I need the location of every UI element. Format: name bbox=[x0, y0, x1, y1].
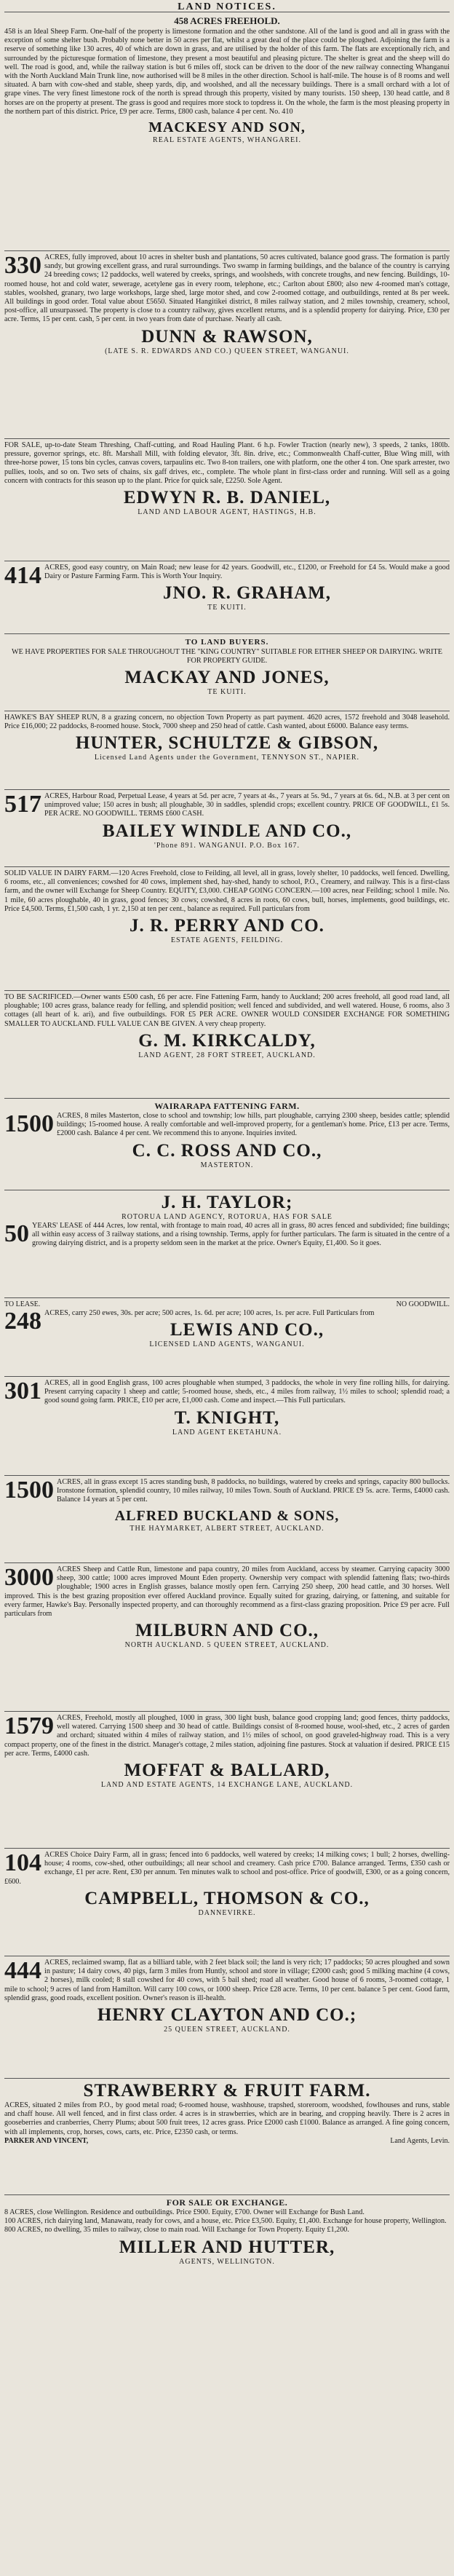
ad-heading-row bbox=[4, 1300, 450, 1309]
ad-agent-sub: NORTH AUCKLAND. 5 QUEEN STREET, AUCKLAND. bbox=[124, 1641, 330, 1650]
ad-list-item: 800 ACRES, no dwelling, 35 miles to railway, close to main road. Will Exchange for Town Property. Equity £1,200. bbox=[4, 2226, 349, 2235]
ad-listing bbox=[4, 789, 450, 866]
ad-agent: LEWIS AND CO., bbox=[170, 1320, 324, 1340]
ad-agent: MILBURN AND CO., bbox=[135, 1621, 319, 1641]
ad-agent: MACKAY AND JONES, bbox=[124, 668, 330, 688]
ad-listing bbox=[4, 633, 450, 711]
ad-agent-sub: LAND AND LABOUR AGENT, HASTINGS, H.B. bbox=[138, 508, 316, 517]
ad-listing bbox=[4, 1711, 450, 1848]
ad-listing bbox=[4, 1956, 450, 2078]
ad-agent: PARKER AND VINCENT, bbox=[4, 2136, 89, 2145]
ad-agent: HUNTER, SCHULTZE & GIBSON, bbox=[75, 733, 379, 754]
ad-listing bbox=[4, 250, 450, 438]
ad-agent: T. KNIGHT, bbox=[174, 1407, 280, 1428]
ad-listing bbox=[4, 1562, 450, 1711]
ad-agent-sub: TE KUITI. bbox=[207, 688, 247, 697]
ad-body: WE HAVE PROPERTIES FOR SALE THROUGHOUT THE "KING COUNTRY" SUITABLE FOR EITHER SHEEP OR DAIRYING. WRITE FOR PROPERTY GUIDE. bbox=[12, 648, 442, 665]
ad-listing bbox=[4, 990, 450, 1098]
ad-agent: JNO. R. GRAHAM, bbox=[163, 583, 331, 604]
ad-body: ACRES, Freehold, mostly all ploughed, 1000 in grass, 300 light bush, balance good cropping land; good fences, thirty paddocks, well watered. Carrying 1500 sheep and 30 head of cattle. Buildings consist of 8-roomed house, wool-shed, etc., 2 acres of garden and orchard; situated within 4 miles of railway station, and 1½ miles of school, on good graveled-highway road. This is a very compact property, one of the finest in the district. Manager's cottage, 2 miles station, adjoining fine pastures. Stock at valuation if desired. PRICE £15 per acre. Terms, £4000 cash. bbox=[4, 1714, 450, 1758]
ad-listing bbox=[4, 12, 450, 250]
ad-listing bbox=[4, 2078, 450, 2194]
ad-acreage: 517 bbox=[4, 791, 41, 818]
ad-listing bbox=[4, 1848, 450, 1956]
ad-listing bbox=[4, 711, 450, 789]
ad-agent-sub: REAL ESTATE AGENTS, WHANGAREI. bbox=[153, 136, 301, 145]
ad-body: ACRES, situated 2 miles from P.O., by good metal road; 6-roomed house, washhouse, trapshed, storeroom, woodshed, fowlhouses and runs, stable and chaff house. All well fenced, and in first class order. 4 acres is in strawberries, which are in bearing, and cropping heavily. There is 2 acres in gooseberries and cranberries, Cherry Plums; about 500 fruit trees, 12 acres grass. Price £2000 cash £1000. Balance as arranged. A fine going concern, with all implements, crop, horses, cows, carts, etc. Price, £2350 cash, or terms. bbox=[4, 2101, 450, 2136]
ad-agent-sub: Land Agents, Levin. bbox=[390, 2136, 450, 2145]
ad-listing bbox=[4, 1376, 450, 1475]
ad-agent-sub: DANNEVIRKE. bbox=[198, 1908, 256, 1917]
ad-acreage: 330 bbox=[4, 252, 41, 279]
ad-listing bbox=[4, 561, 450, 633]
ad-listing bbox=[4, 1190, 450, 1297]
ad-agent-sub: TE KUITI. bbox=[207, 604, 247, 612]
ad-acreage: 248 bbox=[4, 1308, 41, 1335]
ad-list-item: 8 ACRES, close Wellington. Residence and outbuildings. Price £900. Equity, £700. Owner will Exchange for Bush Land. bbox=[4, 2208, 365, 2216]
ad-agent: HENRY CLAYTON AND CO.; bbox=[97, 2005, 357, 2026]
ad-heading: TO LEASE. bbox=[4, 1300, 41, 1308]
ad-agent: MOFFAT & BALLARD, bbox=[124, 1761, 330, 1781]
ad-acreage: 50 bbox=[4, 1220, 29, 1247]
ad-body: YEARS' LEASE of 444 Acres, low rental, with frontage to main road, 40 acres all in grass, 80 acres fenced and subdivided; fine buildings; all within easy access of 3 railway stations, and a rising township. Terms, apply for further particulars. The farm is situated in the centre of a growing dairying district, and is a property seldom seen in the market at the price. Owner's Equity, £1,400. So it goes. bbox=[32, 1222, 450, 1248]
ad-body: ACRES, all in grass except 15 acres standing bush, 8 paddocks, no buildings, watered by creeks and springs, capacity 800 bullocks. Ironstone formation, splendid country, 10 miles railway, 10 miles Town. South of Auckland. PRICE £9 5s. acre. Terms, £4000 cash. Balance 14 years at 5 per cent. bbox=[57, 1478, 450, 1504]
ad-agent: MILLER AND HUTTER, bbox=[119, 2237, 335, 2257]
ad-body: ACRES, 8 miles Masterton, close to school and township; low hills, part ploughable, carrying 2300 sheep, besides cattle; splendid buildings; 15-roomed house. A really comfortable and well-improved property, for a gentleman's home. Price, £13 per acre. Terms, £2000 cash. Balance 4 per cent. We recommend this to anyone. Inquiries invited. bbox=[57, 1112, 450, 1138]
ad-heading: 458 ACRES FREEHOLD. bbox=[174, 15, 280, 26]
ad-agent: BAILEY WINDLE AND CO., bbox=[102, 821, 352, 841]
ad-agent: DUNN & RAWSON, bbox=[141, 326, 313, 347]
ad-agent: J. H. TAYLOR; bbox=[161, 1193, 293, 1212]
ad-body: ACRES Sheep and Cattle Run, limestone and papa country, 20 miles from Auckland, access by steamer. Carrying capacity 3000 sheep, 300 cattle; 1000 acres improved Mount Eden property. Ownership very compact with splendid fattening flats; two-thirds ploughable; 1900 acres in English grasses, balance mostly open fern. Carrying 250 sheep, 200 head cattle, and 30 horses. Well improved. This is the best grazing proposition ever offered Auckland province. Equally suited for grazing, dairying, or fattening, and suitable for every farmer, Hawke's Bay. Personally inspected property, and can thoroughly recommend as a first-class grazing proposition. Price £9 per acre. Full particulars from bbox=[4, 1565, 450, 1619]
ad-listing bbox=[4, 2194, 450, 2298]
ad-listing bbox=[4, 438, 450, 561]
section-title: LAND NOTICES. bbox=[178, 1, 276, 12]
ad-agent-sub: ESTATE AGENTS, FEILDING. bbox=[170, 936, 284, 945]
ad-agent-sub: LICENSED LAND AGENTS, WANGANUI. bbox=[149, 1340, 305, 1349]
ad-body: ACRES, fully improved, about 10 acres in shelter bush and plantations, 50 acres cultivated, balance good grass. The formation is partly sandy, but growing excellent grass, and rural surroundings. Two swamp in farming buildings, and the balance of the country is carrying 24 breeding cows; 12 paddocks, well watered by creeks, springs, and woolsheds, with concrete troughs, and new fencing. Buildings, 10-roomed house, hot and cold water, sewerage, acetylene gas in every room, telephone, etc.; Carlton about £800; also new 4-roomed man's cottage, stables, woolshed, granary, two large workshops, large shed, large motor shed, and cow 2-roomed cottage, and outbuildings, rented at 8s per week. All buildings in good order. Total value about £5650. Situated Hangitikei district, 8 miles railway station, and 2 miles township, creamery, school, post-office, all unsurpassed. The property is close to a country railway, gives excellent returns, and is a splendid property for dairying. Price, £30 per acre. Terms, 15 per cent. cash, 5 per cent. in two years from date of purchase. Nearly all cash. bbox=[4, 253, 450, 324]
ad-heading: WAIRARAPA FATTENING FARM. bbox=[154, 1101, 300, 1111]
ad-agent-sub: 'Phone 891. WANGANUI. P.O. Box 167. bbox=[154, 841, 300, 850]
ad-agent-sub: THE HAYMARKET, ALBERT STREET, AUCKLAND. bbox=[130, 1524, 324, 1533]
ad-agent: G. M. KIRKCALDY, bbox=[138, 1030, 316, 1051]
ad-agent-sub: LAND AGENT EKETAHUNA. bbox=[172, 1428, 282, 1437]
ad-agent: EDWYN R. B. DANIEL, bbox=[123, 488, 331, 508]
ad-title: STRAWBERRY & FRUIT FARM. bbox=[83, 2081, 371, 2101]
ad-heading: TO LAND BUYERS. bbox=[185, 638, 269, 647]
ad-list-item: 100 ACRES, rich dairying land, Manawatu, ready for cows, and a house, etc. Price £3,500. Equity, £1,400. Exchange for house property, Wellington. bbox=[4, 2217, 447, 2226]
ad-agent-row bbox=[4, 2137, 450, 2146]
ad-agent-sub: ROTORUA LAND AGENCY, ROTORUA, HAS FOR SALE bbox=[122, 1213, 332, 1221]
ad-agent-sub: (LATE S. R. EDWARDS AND CO.) QUEEN STREET, WANGANUI. bbox=[105, 347, 349, 355]
ad-acreage: 1500 bbox=[4, 1110, 54, 1137]
ad-acreage: 104 bbox=[4, 1849, 41, 1876]
ad-acreage: 1500 bbox=[4, 1477, 54, 1504]
ad-agent-sub: LAND AGENT, 28 FORT STREET, AUCKLAND. bbox=[138, 1051, 316, 1059]
ad-body: HAWKE'S BAY SHEEP RUN, 8 a grazing concern, no objection Town Property as part payment. 4620 acres, 1572 freehold and 3048 leasehold. Price £16,000; 22 paddocks, 8-roomed house. Stock, 7000 sheep and 250 head of cattle. Cash wanted, about £6000. Balance easy terms. bbox=[4, 714, 450, 731]
ad-listing bbox=[4, 1297, 450, 1376]
ad-body: ACRES, good easy country, on Main Road; new lease for 42 years. Goodwill, etc., £1200, or Freehold for £4 5s. Would make a good Dairy or Pasture Farming Farm. This is Worth Your Inquiry. bbox=[44, 564, 450, 581]
ad-body: TO BE SACRIFICED.—Owner wants £500 cash, £6 per acre. Fine Fattening Farm, handy to Auckland; 200 acres freehold, all good road land, all ploughable; 100 acres grass, balance ready for felling, and splendid position; well fenced and subdivided, and well watered. House, 6 rooms, also 3 cottages (all heart of k. ari), and five outbuildings. FOR £5 PER ACRE. OWNER WOULD CONSIDER EXCHANGE FOR SOMETHING SMALLER TO AUCKLAND. FULL VALUE CAN BE GIVEN. A very cheap property. bbox=[4, 993, 450, 1028]
ad-agent: J. R. PERRY AND CO. bbox=[130, 916, 324, 936]
ad-heading-right: NO GOODWILL. bbox=[396, 1300, 450, 1308]
ad-listing bbox=[4, 866, 450, 990]
ad-body: 458 is an Ideal Sheep Farm. One-half of the property is limestone formation and the other sandstone. All of the land is good and all in grass with the exception of some shelter bush. Probably none better in 50 acres per flat, whilst a great deal of the place could be ploughed. Adjoining the farm is a reserve of something like 130 acres, 40 of which are down in grass, and are utilised by the holder of this farm. The flats are exceptionally rich, and surrounded by the picturesque formation of limestone, they present a most beautiful and pleasing picture. The shelter is great and the sheep will do well. The road is good, and, while the railway station is but 6 miles off, stock can be driven to the door of the new railway connecting Whanganui with the North Auckland Main Trunk line, now authorised will be 8 miles in the other direction. School is half-mile. The house is of 8 rooms and well situated. A barn with cow-shed and stable, sheep yards, dip, and woolshed, and all the necessary buildings. There is a small orchard with a lot of grape vines. The very finest limestone rock of the north is spread through this property, visited by many tourists. 150 sheep, 130 head cattle, and 8 horses are on the property at present. The grass is good and requires more stock to topdress it. On the whole, the farm is the most pleasing property in the northern part of this district. Price, £9 per acre. Terms, £800 cash, balance 4 per cent. No. 410 bbox=[4, 28, 450, 116]
ad-body: ACRES, carry 250 ewes, 30s. per acre; 500 acres, 1s. 6d. per acre; 100 acres, 1s. per acre. Full Particulars from bbox=[44, 1309, 375, 1317]
ad-acreage: 414 bbox=[4, 562, 41, 589]
ad-acreage: 1579 bbox=[4, 1712, 54, 1739]
ad-listing bbox=[4, 1098, 450, 1190]
ad-agent-sub: Licensed Land Agents under the Government, TENNYSON ST., NAPIER. bbox=[94, 754, 360, 762]
ad-heading: FOR SALE OR EXCHANGE. bbox=[166, 2197, 288, 2208]
ad-acreage: 3000 bbox=[4, 1564, 54, 1591]
ad-body: ACRES, all in good English grass, 100 acres ploughable when stumped, 3 paddocks, the whole in very fine rolling hills, for dairying. Present carrying capacity 1 sheep and cattle; 5-roomed house, sheds, etc., 4 miles from railway, 1½ miles to school; splendid road; a good sound going farm. PRICE, £10 per acre, £1,000 cash. Come and inspect.—This Full particulars. bbox=[44, 1379, 450, 1405]
ad-body: SOLID VALUE IN DAIRY FARM.—120 Acres Freehold, close to Feilding, all level, all in grass, lovely shelter, 10 paddocks, well fenced. Dwelling, 6 rooms, etc., all conveniences; cowshed for 40 cows, implement shed, hay-shed, handy to school, P.O., Creamery, and railway. This is a first-class farm, and the owner will Exchange for Sheep Country. EQUITY, £3,000. CHEAP GOING CONCERN.—100 acres, near Feilding; school 1 mile. No. 1 mile, 60 acres ploughable, 40 in grass, good fences; 30 cows; cowshed, 8 acres in roots, 60 cows, bull, horses, implements, good buildings, etc. Price £4,500. Terms, £1,500 cash, 1 yr. 2,150 at ten per cent., balance as required. Full particulars from bbox=[4, 869, 450, 913]
ad-agent: CAMPBELL, THOMSON & CO., bbox=[84, 1888, 370, 1908]
ad-agent-sub: AGENTS, WELLINGTON. bbox=[179, 2257, 275, 2266]
ad-agent-sub: LAND AND ESTATE AGENTS, 14 EXCHANGE LANE, AUCKLAND. bbox=[100, 1781, 354, 1790]
ad-listing bbox=[4, 1475, 450, 1562]
ad-agent: ALFRED BUCKLAND & SONS, bbox=[114, 1507, 340, 1524]
ad-agent-sub: 25 QUEEN STREET, AUCKLAND. bbox=[164, 2026, 290, 2034]
ad-body: ACRES, Harbour Road, Perpetual Lease, 4 years at 5d. per acre, 7 years at 4s., 7 years at 5s. 9d., 7 years at 6s. 6d., N.B. at 3 per cent on unimproved value; 150 acres in bush; all ploughable, 30 in saddles, splendid crops; excellent country. PRICE OF GOODWILL, £1 5s. PER ACRE. NO GOODWILL. TERMS £600 CASH. bbox=[44, 792, 450, 818]
ad-body: ACRES, reclaimed swamp, flat as a billiard table, with 2 feet black soil; the land is very rich; 17 paddocks; 50 acres ploughed and sown in pasture; 14 dairy cows, 40 pigs, farm 3 miles from Huntly, school and store in village; £2000 cash; good 5 milking machine (4 cows, 2 horses), milk cooled; 8 stall cowshed for 40 cows, with 5 bail shed; road all weather. Good house of 6 rooms, 3-roomed cottage, 1 mile to school; 9 acres of land from Hamilton. Will carry 100 cows, or 1000 sheep. Price £28 acre. Terms, 10 per cent. balance 5 per cent. Good farm, splendid grass, good roads, excellent position. Owner's reason is ill-health. bbox=[4, 1959, 450, 2002]
ad-acreage: 301 bbox=[4, 1378, 41, 1404]
ad-acreage: 444 bbox=[4, 1957, 41, 1984]
ad-agent: MACKESY AND SON, bbox=[148, 119, 306, 136]
ad-body: ACRES Choice Dairy Farm, all in grass; fenced into 6 paddocks, well watered by creeks; 14 milking cows; 1 bull; 2 horses, dwelling-house; 4 rooms, cow-shed, other outbuildings; all near school and creamery. Cash price £700. Balance arranged. Terms, £350 cash or exchange, £1 per acre. Rent, £30 per annum. Ten minutes walk to school and post-office. Price of goodwill, £300, or as a going concern, £600. bbox=[4, 1851, 450, 1886]
ad-agent: C. C. ROSS AND CO., bbox=[132, 1140, 322, 1161]
ad-body: FOR SALE, up-to-date Steam Threshing, Chaff-cutting, and Road Hauling Plant. 6 h.p. Fowler Traction (nearly new), 3 speeds, 2 tanks, 180lb. pressure, governor springs, etc. 8ft. Marshall Mill, with folding elevator, 3ft. 8in. drive, etc.; Commonwealth Chaff-cutter, Blue Wing mill, with three-horse power, 15 tons bin cycles, canvas covers, tarpaulins etc. Two 8-ton trailers, one with platform, one the other 4 ton. One spark arrester, two pullies, tools, and so on. Two sets of chains, six gaff drives, etc., complete. The whole plant in first-class order and running. Will sell as a going concern with contracts for this season up to the plant. Price for quick sale, £2250. Sole Agent. bbox=[4, 441, 450, 485]
ad-agent-sub: MASTERTON. bbox=[200, 1161, 254, 1169]
